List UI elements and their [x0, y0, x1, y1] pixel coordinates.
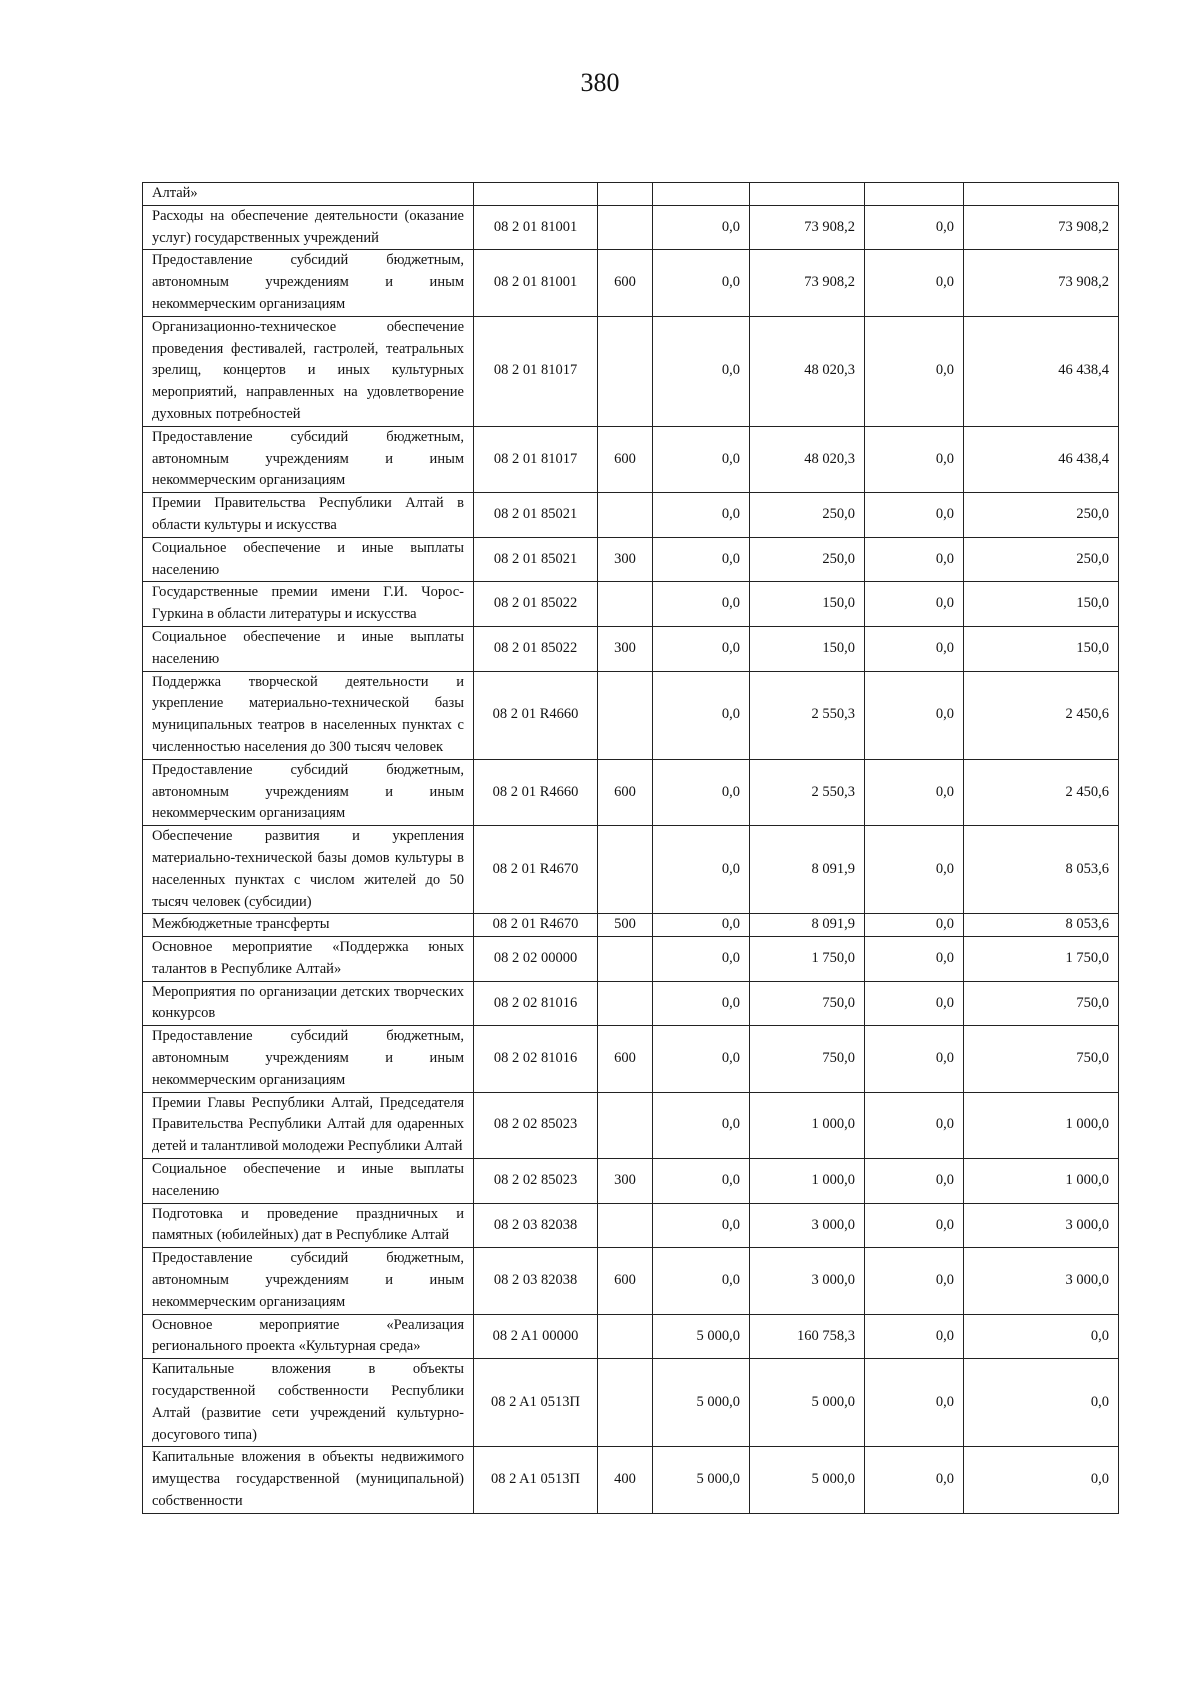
row-code-cell: 08 2 03 82038: [474, 1248, 598, 1314]
row-value-4-cell: [964, 183, 1119, 206]
row-value-3-cell: 0,0: [865, 826, 964, 914]
table-row: [143, 981, 1119, 1026]
row-value-1-cell: 0,0: [653, 316, 750, 426]
row-value-3-cell: 0,0: [865, 582, 964, 627]
table-body: [143, 183, 1119, 1514]
row-code-cell: 08 2 01 85021: [474, 537, 598, 582]
row-value-1-cell: 0,0: [653, 914, 750, 937]
row-name-cell: Социальное обеспечение и иные выплаты населению: [143, 1159, 474, 1204]
row-value-4-cell: 2 450,6: [964, 671, 1119, 759]
row-name-cell: Основное мероприятие «Реализация регионального проекта «Культурная среда»: [143, 1314, 474, 1359]
row-code-cell: 08 2 01 81001: [474, 205, 598, 250]
row-name-cell: Обеспечение развития и укрепления материально-технической базы домов культуры в населенных пунктах с числом жителей до 50 тысяч человек (субсидии): [143, 826, 474, 914]
row-code-cell: 08 2 02 81016: [474, 1026, 598, 1092]
row-value-2-cell: 750,0: [750, 1026, 865, 1092]
row-expense-type-cell: [598, 1314, 653, 1359]
row-value-3-cell: 0,0: [865, 205, 964, 250]
row-value-3-cell: 0,0: [865, 1248, 964, 1314]
row-value-1-cell: 0,0: [653, 1026, 750, 1092]
row-value-2-cell: 73 908,2: [750, 250, 865, 316]
row-value-3-cell: 0,0: [865, 316, 964, 426]
row-expense-type-cell: [598, 1092, 653, 1158]
row-value-4-cell: 8 053,6: [964, 826, 1119, 914]
table-row: [143, 1203, 1119, 1248]
row-code-cell: 08 2 01 81001: [474, 250, 598, 316]
row-expense-type-cell: [598, 1203, 653, 1248]
row-value-2-cell: 2 550,3: [750, 759, 865, 825]
row-value-2-cell: 150,0: [750, 582, 865, 627]
table-row: [143, 626, 1119, 671]
row-value-4-cell: 73 908,2: [964, 205, 1119, 250]
table-row: [143, 671, 1119, 759]
row-expense-type-cell: [598, 1359, 653, 1447]
row-value-1-cell: 0,0: [653, 1092, 750, 1158]
row-value-1-cell: 5 000,0: [653, 1447, 750, 1513]
row-value-3-cell: 0,0: [865, 250, 964, 316]
row-value-1-cell: 0,0: [653, 537, 750, 582]
row-expense-type-cell: [598, 582, 653, 627]
row-value-3-cell: 0,0: [865, 1447, 964, 1513]
row-name-cell: Предоставление субсидий бюджетным, автономным учреждениям и иным некоммерческим организациям: [143, 1026, 474, 1092]
row-name-cell: Капитальные вложения в объекты недвижимого имущества государственной (муниципальной) собственности: [143, 1447, 474, 1513]
row-value-4-cell: 0,0: [964, 1447, 1119, 1513]
row-value-3-cell: 0,0: [865, 1203, 964, 1248]
row-code-cell: 08 2 01 R4660: [474, 759, 598, 825]
row-code-cell: 08 2 A1 00000: [474, 1314, 598, 1359]
row-expense-type-cell: 600: [598, 1248, 653, 1314]
row-value-1-cell: 0,0: [653, 1203, 750, 1248]
row-expense-type-cell: 400: [598, 1447, 653, 1513]
row-value-2-cell: 3 000,0: [750, 1203, 865, 1248]
row-name-cell: Предоставление субсидий бюджетным, автономным учреждениям и иным некоммерческим организациям: [143, 250, 474, 316]
row-name-cell: Социальное обеспечение и иные выплаты населению: [143, 626, 474, 671]
row-code-cell: 08 2 03 82038: [474, 1203, 598, 1248]
row-value-2-cell: 150,0: [750, 626, 865, 671]
table-row: [143, 1359, 1119, 1447]
budget-table: [142, 182, 1119, 1514]
row-value-3-cell: 0,0: [865, 493, 964, 538]
row-code-cell: 08 2 01 81017: [474, 426, 598, 492]
table-row: [143, 582, 1119, 627]
row-expense-type-cell: 600: [598, 1026, 653, 1092]
row-value-3-cell: 0,0: [865, 1159, 964, 1204]
row-code-cell: 08 2 01 85022: [474, 582, 598, 627]
row-expense-type-cell: [598, 937, 653, 982]
row-code-cell: 08 2 01 85021: [474, 493, 598, 538]
row-value-2-cell: 5 000,0: [750, 1447, 865, 1513]
row-expense-type-cell: 300: [598, 1159, 653, 1204]
row-value-1-cell: 0,0: [653, 582, 750, 627]
row-value-4-cell: 250,0: [964, 537, 1119, 582]
row-expense-type-cell: [598, 493, 653, 538]
table-row: [143, 493, 1119, 538]
row-code-cell: [474, 183, 598, 206]
row-value-3-cell: 0,0: [865, 914, 964, 937]
row-name-cell: Премии Правительства Республики Алтай в области культуры и искусства: [143, 493, 474, 538]
page-number: 380: [580, 68, 620, 97]
row-value-4-cell: 250,0: [964, 493, 1119, 538]
row-value-1-cell: 0,0: [653, 626, 750, 671]
row-expense-type-cell: 600: [598, 759, 653, 825]
row-value-2-cell: 1 000,0: [750, 1092, 865, 1158]
row-value-2-cell: 48 020,3: [750, 426, 865, 492]
row-value-3-cell: 0,0: [865, 1026, 964, 1092]
row-value-4-cell: 2 450,6: [964, 759, 1119, 825]
row-value-1-cell: 5 000,0: [653, 1359, 750, 1447]
row-name-cell: Мероприятия по организации детских творческих конкурсов: [143, 981, 474, 1026]
row-value-1-cell: 0,0: [653, 493, 750, 538]
row-value-4-cell: 750,0: [964, 1026, 1119, 1092]
row-value-2-cell: 3 000,0: [750, 1248, 865, 1314]
row-value-3-cell: 0,0: [865, 1359, 964, 1447]
row-name-cell: Социальное обеспечение и иные выплаты населению: [143, 537, 474, 582]
row-value-4-cell: 3 000,0: [964, 1248, 1119, 1314]
row-expense-type-cell: [598, 183, 653, 206]
row-value-1-cell: 0,0: [653, 1248, 750, 1314]
table-row: [143, 1447, 1119, 1513]
row-expense-type-cell: [598, 316, 653, 426]
row-value-1-cell: 0,0: [653, 937, 750, 982]
table-row: [143, 937, 1119, 982]
table-row: [143, 914, 1119, 937]
row-name-cell: Предоставление субсидий бюджетным, автономным учреждениям и иным некоммерческим организациям: [143, 426, 474, 492]
row-name-cell: Подготовка и проведение праздничных и памятных (юбилейных) дат в Республике Алтай: [143, 1203, 474, 1248]
row-value-4-cell: 150,0: [964, 582, 1119, 627]
table-row: [143, 316, 1119, 426]
row-value-2-cell: 5 000,0: [750, 1359, 865, 1447]
row-name-cell: Предоставление субсидий бюджетным, автономным учреждениям и иным некоммерческим организациям: [143, 1248, 474, 1314]
row-expense-type-cell: [598, 671, 653, 759]
row-value-1-cell: 0,0: [653, 1159, 750, 1204]
table-row: [143, 426, 1119, 492]
row-value-2-cell: 2 550,3: [750, 671, 865, 759]
row-value-4-cell: 0,0: [964, 1359, 1119, 1447]
row-code-cell: 08 2 02 81016: [474, 981, 598, 1026]
row-value-2-cell: 73 908,2: [750, 205, 865, 250]
row-value-2-cell: 160 758,3: [750, 1314, 865, 1359]
table-row: [143, 205, 1119, 250]
row-value-4-cell: 0,0: [964, 1314, 1119, 1359]
row-value-1-cell: 0,0: [653, 981, 750, 1026]
row-value-3-cell: 0,0: [865, 626, 964, 671]
row-value-2-cell: 1 000,0: [750, 1159, 865, 1204]
row-value-4-cell: 1 000,0: [964, 1159, 1119, 1204]
table-row: [143, 1159, 1119, 1204]
row-value-1-cell: 0,0: [653, 250, 750, 316]
row-value-4-cell: 73 908,2: [964, 250, 1119, 316]
row-value-4-cell: 750,0: [964, 981, 1119, 1026]
row-value-4-cell: 46 438,4: [964, 316, 1119, 426]
table-row: [143, 537, 1119, 582]
row-value-3-cell: 0,0: [865, 981, 964, 1026]
table-row: [143, 183, 1119, 206]
row-value-2-cell: 8 091,9: [750, 914, 865, 937]
row-value-3-cell: 0,0: [865, 1314, 964, 1359]
row-name-cell: Капитальные вложения в объекты государственной собственности Республики Алтай (развитие сети учреждений культурно-досугового типа): [143, 1359, 474, 1447]
row-code-cell: 08 2 01 R4670: [474, 826, 598, 914]
row-name-cell: Алтай»: [143, 183, 474, 206]
table-row: [143, 1026, 1119, 1092]
row-name-cell: Основное мероприятие «Поддержка юных талантов в Республике Алтай»: [143, 937, 474, 982]
row-code-cell: 08 2 02 85023: [474, 1159, 598, 1204]
row-name-cell: Поддержка творческой деятельности и укрепление материально-технической базы муниципальных театров в населенных пунктах с численностью населения до 300 тысяч человек: [143, 671, 474, 759]
row-value-4-cell: 3 000,0: [964, 1203, 1119, 1248]
table-row: [143, 1248, 1119, 1314]
row-name-cell: Премии Главы Республики Алтай, Председателя Правительства Республики Алтай для одаренных детей и талантливой молодежи Республики Алтай: [143, 1092, 474, 1158]
table-row: [143, 759, 1119, 825]
row-expense-type-cell: 300: [598, 626, 653, 671]
row-value-2-cell: 250,0: [750, 493, 865, 538]
row-value-1-cell: 5 000,0: [653, 1314, 750, 1359]
row-name-cell: Предоставление субсидий бюджетным, автономным учреждениям и иным некоммерческим организациям: [143, 759, 474, 825]
table-row: [143, 826, 1119, 914]
row-value-4-cell: 150,0: [964, 626, 1119, 671]
row-code-cell: 08 2 02 00000: [474, 937, 598, 982]
row-expense-type-cell: 500: [598, 914, 653, 937]
row-value-1-cell: 0,0: [653, 826, 750, 914]
row-code-cell: 08 2 02 85023: [474, 1092, 598, 1158]
row-value-3-cell: 0,0: [865, 537, 964, 582]
row-code-cell: 08 2 A1 0513П: [474, 1447, 598, 1513]
row-value-1-cell: 0,0: [653, 426, 750, 492]
row-value-2-cell: 1 750,0: [750, 937, 865, 982]
row-value-3-cell: 0,0: [865, 426, 964, 492]
table-row: [143, 250, 1119, 316]
table-row: [143, 1092, 1119, 1158]
row-expense-type-cell: 600: [598, 426, 653, 492]
row-expense-type-cell: [598, 981, 653, 1026]
row-expense-type-cell: [598, 826, 653, 914]
row-value-2-cell: 48 020,3: [750, 316, 865, 426]
row-value-2-cell: [750, 183, 865, 206]
row-value-3-cell: [865, 183, 964, 206]
row-expense-type-cell: 300: [598, 537, 653, 582]
row-value-1-cell: [653, 183, 750, 206]
row-value-2-cell: 250,0: [750, 537, 865, 582]
row-name-cell: Организационно-техническое обеспечение проведения фестивалей, гастролей, театральных зрелищ, концертов и иных культурных мероприятий, направленных на удовлетворение духовных потребностей: [143, 316, 474, 426]
row-code-cell: 08 2 01 81017: [474, 316, 598, 426]
row-name-cell: Межбюджетные трансферты: [143, 914, 474, 937]
row-name-cell: Расходы на обеспечение деятельности (оказание услуг) государственных учреждений: [143, 205, 474, 250]
row-value-4-cell: 1 000,0: [964, 1092, 1119, 1158]
row-value-3-cell: 0,0: [865, 937, 964, 982]
row-value-3-cell: 0,0: [865, 671, 964, 759]
row-value-4-cell: 1 750,0: [964, 937, 1119, 982]
row-code-cell: 08 2 01 R4660: [474, 671, 598, 759]
row-value-3-cell: 0,0: [865, 759, 964, 825]
row-value-1-cell: 0,0: [653, 671, 750, 759]
row-value-4-cell: 46 438,4: [964, 426, 1119, 492]
row-value-2-cell: 8 091,9: [750, 826, 865, 914]
row-value-3-cell: 0,0: [865, 1092, 964, 1158]
row-expense-type-cell: [598, 205, 653, 250]
row-value-1-cell: 0,0: [653, 205, 750, 250]
row-expense-type-cell: 600: [598, 250, 653, 316]
row-value-1-cell: 0,0: [653, 759, 750, 825]
row-code-cell: 08 2 01 R4670: [474, 914, 598, 937]
row-code-cell: 08 2 01 85022: [474, 626, 598, 671]
table-row: [143, 1314, 1119, 1359]
row-value-2-cell: 750,0: [750, 981, 865, 1026]
row-value-4-cell: 8 053,6: [964, 914, 1119, 937]
row-name-cell: Государственные премии имени Г.И. Чорос-Гуркина в области литературы и искусства: [143, 582, 474, 627]
row-code-cell: 08 2 A1 0513П: [474, 1359, 598, 1447]
